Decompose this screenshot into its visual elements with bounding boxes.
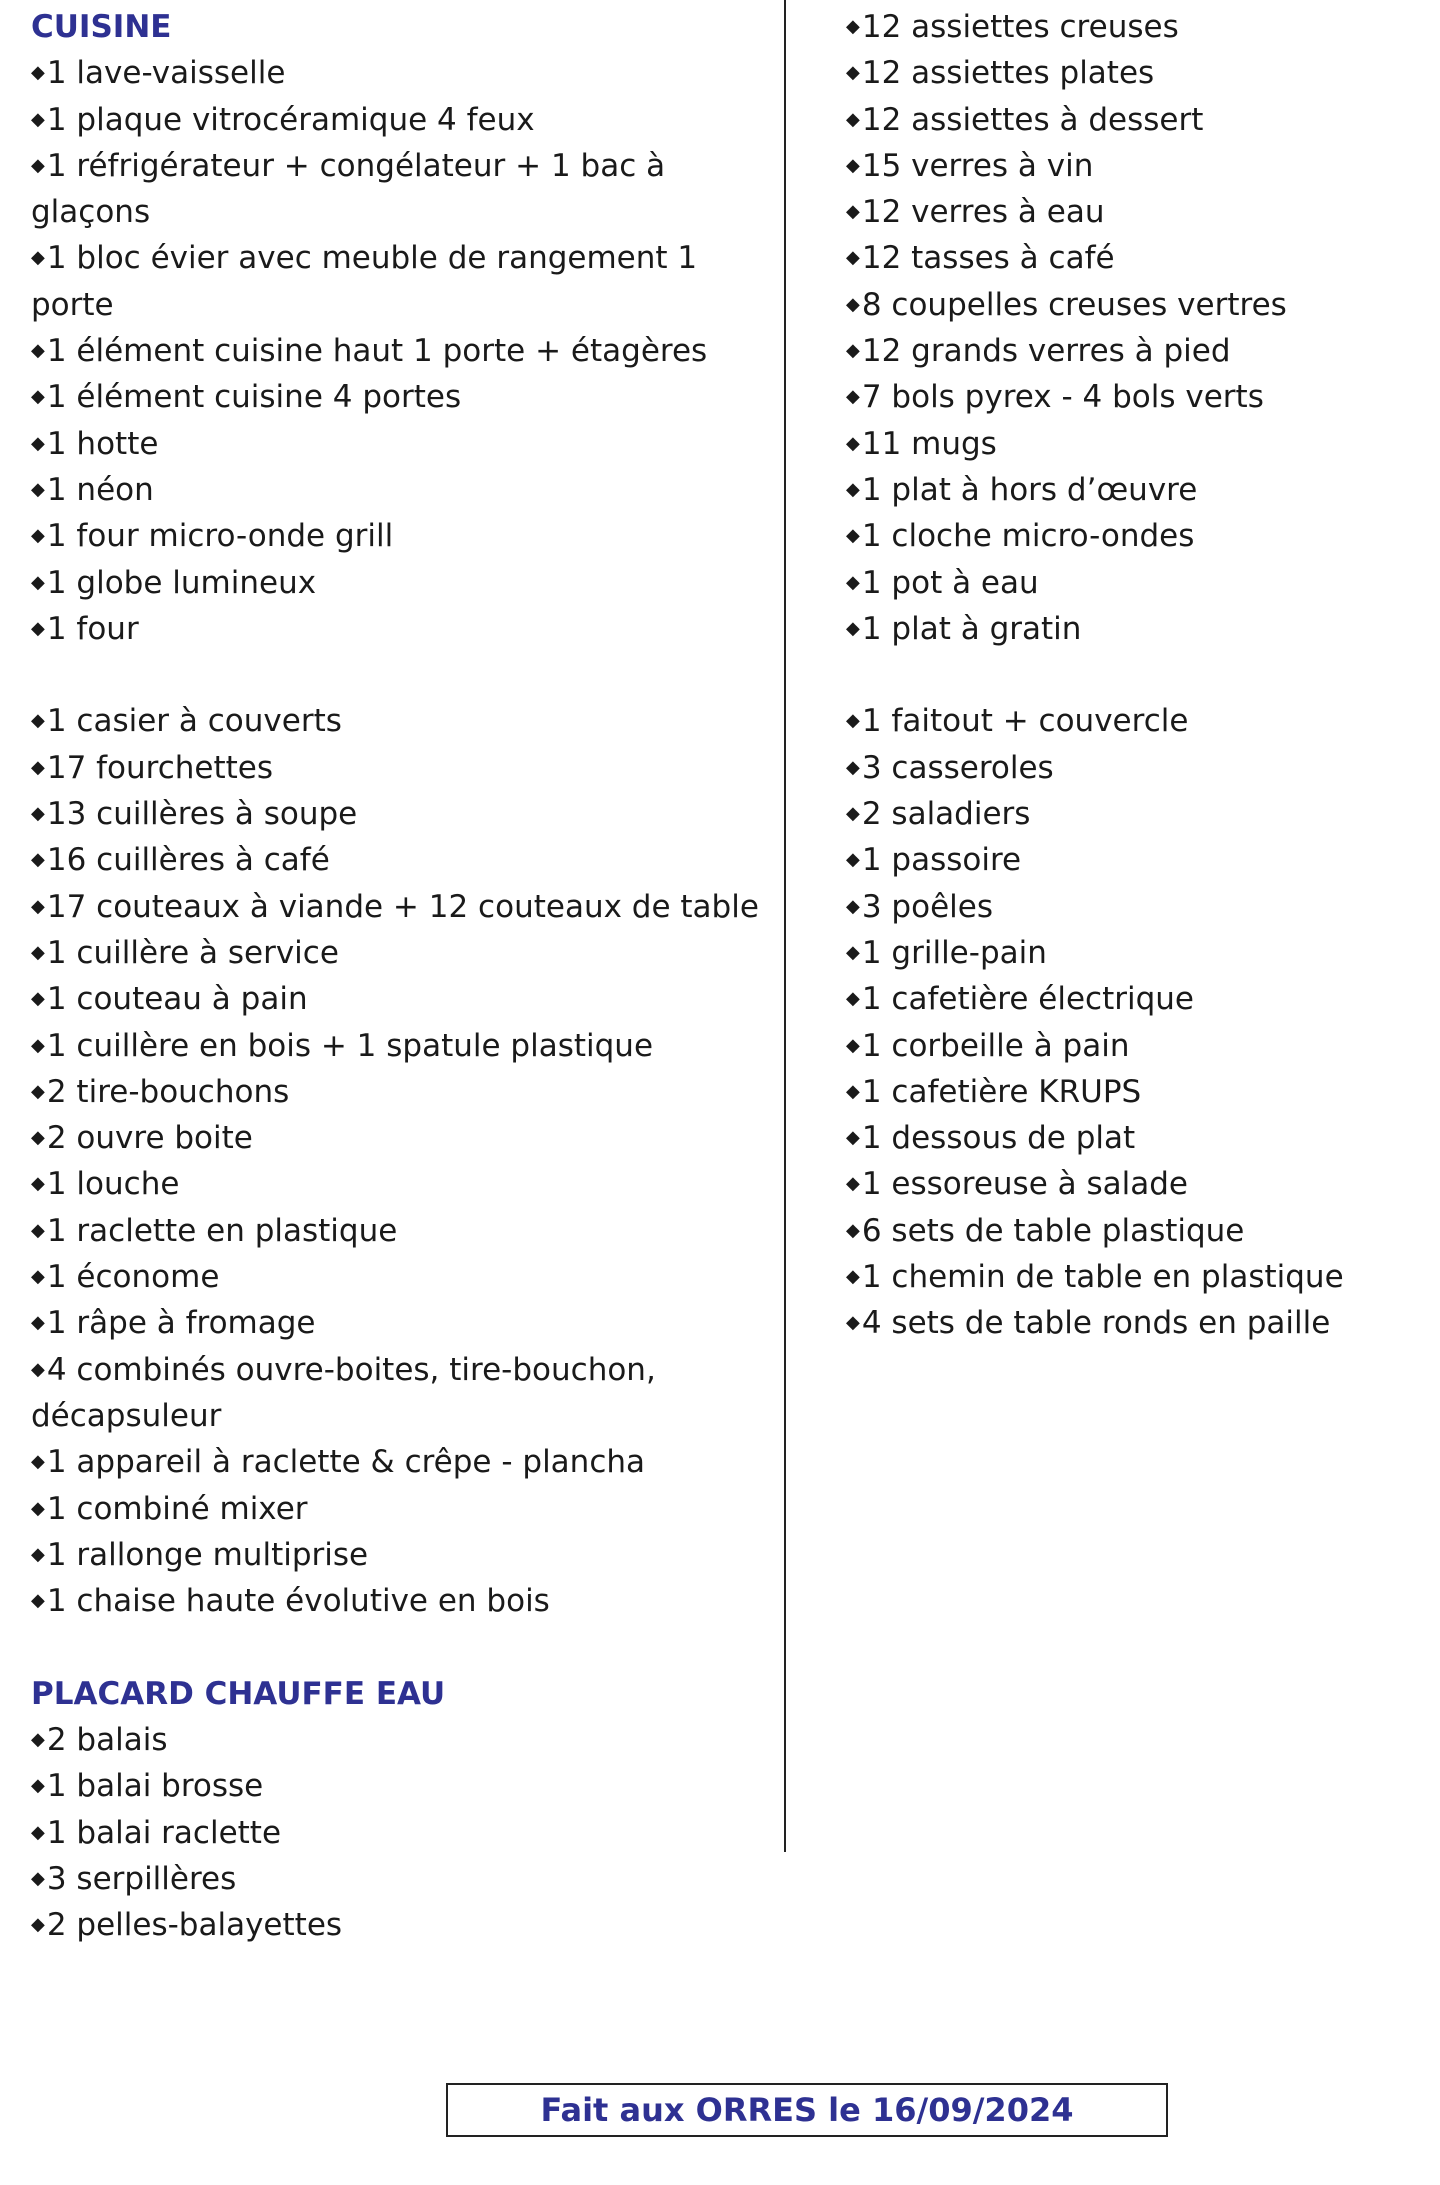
diamond-bullet-icon: ◆ bbox=[846, 1080, 860, 1102]
diamond-bullet-icon: ◆ bbox=[846, 247, 860, 269]
list-item bbox=[31, 235, 776, 328]
section-heading-placard: PLACARD CHAUFFE EAU bbox=[31, 1675, 446, 1712]
diamond-bullet-icon: ◆ bbox=[846, 1266, 860, 1288]
diamond-bullet-icon: ◆ bbox=[31, 1775, 45, 1797]
list-item bbox=[31, 606, 776, 652]
placard-list bbox=[31, 1717, 776, 1948]
diamond-bullet-icon: ◆ bbox=[31, 154, 45, 176]
list-item bbox=[846, 791, 1426, 837]
list-item-text: 1 cuillère en bois + 1 spatule plastique bbox=[46, 1027, 654, 1064]
list-item bbox=[31, 1902, 776, 1948]
list-item-text: 1 râpe à fromage bbox=[46, 1305, 316, 1342]
diamond-bullet-icon: ◆ bbox=[31, 1173, 45, 1195]
diamond-bullet-icon: ◆ bbox=[31, 1451, 45, 1473]
list-item-text: 1 chemin de table en plastique bbox=[861, 1259, 1344, 1296]
list-item bbox=[846, 837, 1426, 883]
list-item bbox=[846, 1208, 1426, 1254]
list-item-text: 1 chaise haute évolutive en bois bbox=[46, 1583, 550, 1620]
couverts-list bbox=[31, 698, 776, 1624]
list-item-text: 12 grands verres à pied bbox=[861, 333, 1231, 370]
list-item bbox=[31, 1717, 776, 1763]
list-item bbox=[846, 1300, 1426, 1346]
list-item-text: 2 tire-bouchons bbox=[46, 1073, 290, 1110]
diamond-bullet-icon: ◆ bbox=[31, 895, 45, 917]
list-item bbox=[31, 1810, 776, 1856]
list-item-text: 4 combinés ouvre-boites, tire-bouchon, décapsuleur bbox=[31, 1351, 656, 1434]
list-item bbox=[846, 1115, 1426, 1161]
list-item bbox=[846, 421, 1426, 467]
spacer bbox=[846, 652, 1426, 698]
list-item bbox=[846, 1254, 1426, 1300]
list-item-text: 1 grille-pain bbox=[861, 934, 1047, 971]
diamond-bullet-icon: ◆ bbox=[31, 340, 45, 362]
diamond-bullet-icon: ◆ bbox=[846, 710, 860, 732]
list-item-text: 3 poêles bbox=[861, 888, 993, 925]
diamond-bullet-icon: ◆ bbox=[31, 1728, 45, 1750]
diamond-bullet-icon: ◆ bbox=[846, 108, 860, 130]
list-item-text: 1 passoire bbox=[861, 842, 1022, 879]
list-item bbox=[31, 467, 776, 513]
list-item-text: 1 corbeille à pain bbox=[861, 1027, 1130, 1064]
list-item-text: 1 raclette en plastique bbox=[46, 1212, 398, 1249]
list-item bbox=[31, 1439, 776, 1485]
footer-signature-text: Fait aux ORRES le 16/09/2024 bbox=[540, 2091, 1074, 2129]
column-divider bbox=[784, 0, 786, 1852]
diamond-bullet-icon: ◆ bbox=[846, 1312, 860, 1334]
diamond-bullet-icon: ◆ bbox=[31, 1590, 45, 1612]
list-item-text: 1 économe bbox=[46, 1259, 220, 1296]
diamond-bullet-icon: ◆ bbox=[846, 340, 860, 362]
list-item-text: 1 dessous de plat bbox=[861, 1120, 1136, 1157]
left-column bbox=[31, 4, 776, 1948]
diamond-bullet-icon: ◆ bbox=[846, 293, 860, 315]
diamond-bullet-icon: ◆ bbox=[846, 941, 860, 963]
diamond-bullet-icon: ◆ bbox=[31, 1312, 45, 1334]
list-item bbox=[31, 1300, 776, 1346]
diamond-bullet-icon: ◆ bbox=[31, 1497, 45, 1519]
list-item-text: 1 balai raclette bbox=[46, 1814, 282, 1851]
list-item bbox=[846, 328, 1426, 374]
list-item-text: 1 faitout + couvercle bbox=[861, 703, 1189, 740]
list-item-text: 11 mugs bbox=[861, 425, 997, 462]
list-item-text: 1 couteau à pain bbox=[46, 981, 308, 1018]
list-item-text: 1 casier à couverts bbox=[46, 703, 342, 740]
diamond-bullet-icon: ◆ bbox=[846, 154, 860, 176]
list-item-text: 1 four bbox=[46, 610, 139, 647]
diamond-bullet-icon: ◆ bbox=[31, 849, 45, 871]
diamond-bullet-icon: ◆ bbox=[31, 1358, 45, 1380]
list-item bbox=[31, 698, 776, 744]
list-item-text: 1 cafetière KRUPS bbox=[861, 1073, 1142, 1110]
list-item-text: 12 tasses à café bbox=[861, 240, 1115, 277]
diamond-bullet-icon: ◆ bbox=[31, 478, 45, 500]
list-item bbox=[846, 1161, 1426, 1207]
list-item-text: 17 fourchettes bbox=[46, 749, 274, 786]
list-item bbox=[31, 1115, 776, 1161]
list-item-text: 1 appareil à raclette & crêpe - plancha bbox=[46, 1444, 646, 1481]
list-item-text: 12 assiettes plates bbox=[861, 55, 1155, 92]
list-item-text: 1 rallonge multiprise bbox=[46, 1536, 369, 1573]
list-item-text: 12 verres à eau bbox=[861, 194, 1105, 231]
list-item bbox=[31, 1161, 776, 1207]
list-item bbox=[31, 976, 776, 1022]
list-item-text: 2 pelles-balayettes bbox=[46, 1907, 343, 1944]
list-item bbox=[846, 282, 1426, 328]
list-item-text: 1 bloc évier avec meuble de rangement 1 porte bbox=[31, 240, 698, 323]
list-item-text: 3 casseroles bbox=[861, 749, 1054, 786]
diamond-bullet-icon: ◆ bbox=[846, 1127, 860, 1149]
list-item bbox=[31, 421, 776, 467]
list-item bbox=[846, 884, 1426, 930]
list-item-text: 8 coupelles creuses vertres bbox=[861, 286, 1287, 323]
list-item bbox=[31, 1856, 776, 1902]
right-column bbox=[846, 4, 1426, 1347]
diamond-bullet-icon: ◆ bbox=[31, 108, 45, 130]
list-item-text: 2 balais bbox=[46, 1721, 168, 1758]
diamond-bullet-icon: ◆ bbox=[31, 617, 45, 639]
list-item-text: 2 ouvre boite bbox=[46, 1120, 253, 1157]
spacer bbox=[31, 652, 776, 698]
list-item-text: 1 lave-vaisselle bbox=[46, 55, 286, 92]
diamond-bullet-icon: ◆ bbox=[846, 803, 860, 825]
list-item-text: 1 pot à eau bbox=[861, 564, 1039, 601]
list-item bbox=[31, 1254, 776, 1300]
diamond-bullet-icon: ◆ bbox=[846, 756, 860, 778]
diamond-bullet-icon: ◆ bbox=[846, 988, 860, 1010]
diamond-bullet-icon: ◆ bbox=[31, 1219, 45, 1241]
list-item-text: 1 four micro-onde grill bbox=[46, 518, 394, 555]
list-item-text: 6 sets de table plastique bbox=[861, 1212, 1245, 1249]
diamond-bullet-icon: ◆ bbox=[31, 710, 45, 732]
list-item-text: 3 serpillères bbox=[46, 1860, 237, 1897]
diamond-bullet-icon: ◆ bbox=[846, 849, 860, 871]
diamond-bullet-icon: ◆ bbox=[31, 1266, 45, 1288]
diamond-bullet-icon: ◆ bbox=[846, 1034, 860, 1056]
list-item bbox=[31, 1069, 776, 1115]
list-item bbox=[846, 1023, 1426, 1069]
list-item bbox=[31, 1208, 776, 1254]
list-item bbox=[31, 1763, 776, 1809]
spacer bbox=[31, 1624, 776, 1670]
section-heading-cuisine: CUISINE bbox=[31, 9, 172, 45]
list-item-text: 1 balai brosse bbox=[46, 1768, 264, 1805]
diamond-bullet-icon: ◆ bbox=[846, 478, 860, 500]
list-item-text: 4 sets de table ronds en paille bbox=[861, 1305, 1331, 1342]
diamond-bullet-icon: ◆ bbox=[846, 1219, 860, 1241]
list-item bbox=[31, 884, 776, 930]
list-item bbox=[31, 1578, 776, 1624]
cuisine-list bbox=[31, 50, 776, 652]
list-item bbox=[31, 1532, 776, 1578]
diamond-bullet-icon: ◆ bbox=[846, 386, 860, 408]
list-item bbox=[846, 143, 1426, 189]
diamond-bullet-icon: ◆ bbox=[846, 571, 860, 593]
list-item bbox=[31, 374, 776, 420]
list-item-text: 1 plaque vitrocéramique 4 feux bbox=[46, 101, 535, 138]
list-item-text: 1 cloche micro-ondes bbox=[861, 518, 1195, 555]
footer-box bbox=[446, 2083, 1168, 2137]
diamond-bullet-icon: ◆ bbox=[846, 432, 860, 454]
list-item bbox=[846, 1069, 1426, 1115]
diamond-bullet-icon: ◆ bbox=[31, 1034, 45, 1056]
list-item bbox=[31, 837, 776, 883]
list-item bbox=[846, 235, 1426, 281]
list-item-text: 1 plat à hors d’œuvre bbox=[861, 471, 1198, 508]
list-item-text: 2 saladiers bbox=[861, 796, 1031, 833]
list-item-text: 17 couteaux à viande + 12 couteaux de table bbox=[46, 888, 759, 925]
list-item-text: 1 plat à gratin bbox=[861, 610, 1082, 647]
diamond-bullet-icon: ◆ bbox=[31, 571, 45, 593]
list-item-text: 15 verres à vin bbox=[861, 147, 1094, 184]
diamond-bullet-icon: ◆ bbox=[31, 1821, 45, 1843]
diamond-bullet-icon: ◆ bbox=[31, 1914, 45, 1936]
list-item bbox=[846, 467, 1426, 513]
list-item bbox=[31, 1486, 776, 1532]
list-item bbox=[846, 930, 1426, 976]
list-item bbox=[31, 143, 776, 236]
list-item-text: 1 néon bbox=[46, 471, 154, 508]
list-item-text: 1 élément cuisine 4 portes bbox=[46, 379, 462, 416]
diamond-bullet-icon: ◆ bbox=[846, 895, 860, 917]
diamond-bullet-icon: ◆ bbox=[31, 756, 45, 778]
list-item bbox=[846, 606, 1426, 652]
list-item bbox=[846, 50, 1426, 96]
diamond-bullet-icon: ◆ bbox=[846, 16, 860, 37]
diamond-bullet-icon: ◆ bbox=[31, 247, 45, 269]
list-item bbox=[846, 560, 1426, 606]
list-item-text: 12 assiettes à dessert bbox=[861, 101, 1204, 138]
diamond-bullet-icon: ◆ bbox=[31, 1867, 45, 1889]
diamond-bullet-icon: ◆ bbox=[846, 201, 860, 223]
list-item bbox=[31, 513, 776, 559]
list-item bbox=[31, 97, 776, 143]
list-item bbox=[31, 791, 776, 837]
list-item bbox=[846, 374, 1426, 420]
list-item-text: 1 louche bbox=[46, 1166, 180, 1203]
list-item bbox=[846, 97, 1426, 143]
list-item-text: 1 globe lumineux bbox=[46, 564, 317, 601]
list-item bbox=[31, 930, 776, 976]
list-item-text: 1 élément cuisine haut 1 porte + étagères bbox=[46, 333, 708, 370]
list-item bbox=[31, 560, 776, 606]
list-item-text: 1 essoreuse à salade bbox=[861, 1166, 1188, 1203]
list-item-text: 7 bols pyrex - 4 bols verts bbox=[861, 379, 1264, 416]
diamond-bullet-icon: ◆ bbox=[31, 803, 45, 825]
diamond-bullet-icon: ◆ bbox=[846, 617, 860, 639]
list-item-text: 1 hotte bbox=[46, 425, 159, 462]
list-item-text: 12 assiettes creuses bbox=[861, 9, 1179, 45]
diamond-bullet-icon: ◆ bbox=[31, 1127, 45, 1149]
list-item bbox=[31, 328, 776, 374]
diamond-bullet-icon: ◆ bbox=[31, 1543, 45, 1565]
list-item bbox=[31, 1347, 776, 1440]
diamond-bullet-icon: ◆ bbox=[31, 1080, 45, 1102]
diamond-bullet-icon: ◆ bbox=[31, 62, 45, 84]
list-item bbox=[31, 745, 776, 791]
list-item bbox=[846, 745, 1426, 791]
diamond-bullet-icon: ◆ bbox=[31, 386, 45, 408]
list-item bbox=[846, 513, 1426, 559]
vaisselle-list bbox=[846, 4, 1426, 652]
diamond-bullet-icon: ◆ bbox=[31, 988, 45, 1010]
diamond-bullet-icon: ◆ bbox=[31, 941, 45, 963]
list-item-text: 1 cuillère à service bbox=[46, 934, 339, 971]
list-item-text: 1 réfrigérateur + congélateur + 1 bac à glaçons bbox=[31, 147, 666, 231]
ustensiles-list bbox=[846, 698, 1426, 1346]
list-item-text: 1 cafetière électrique bbox=[861, 981, 1194, 1018]
list-item bbox=[846, 4, 1426, 50]
list-item bbox=[31, 50, 776, 96]
list-item-text: 1 combiné mixer bbox=[46, 1490, 308, 1527]
list-item-text: 13 cuillères à soupe bbox=[46, 796, 358, 833]
list-item bbox=[846, 698, 1426, 744]
diamond-bullet-icon: ◆ bbox=[31, 525, 45, 547]
diamond-bullet-icon: ◆ bbox=[846, 62, 860, 84]
list-item-text: 16 cuillères à café bbox=[46, 842, 330, 879]
list-item bbox=[31, 1023, 776, 1069]
diamond-bullet-icon: ◆ bbox=[846, 1173, 860, 1195]
diamond-bullet-icon: ◆ bbox=[31, 432, 45, 454]
diamond-bullet-icon: ◆ bbox=[846, 525, 860, 547]
list-item bbox=[846, 189, 1426, 235]
list-item bbox=[846, 976, 1426, 1022]
